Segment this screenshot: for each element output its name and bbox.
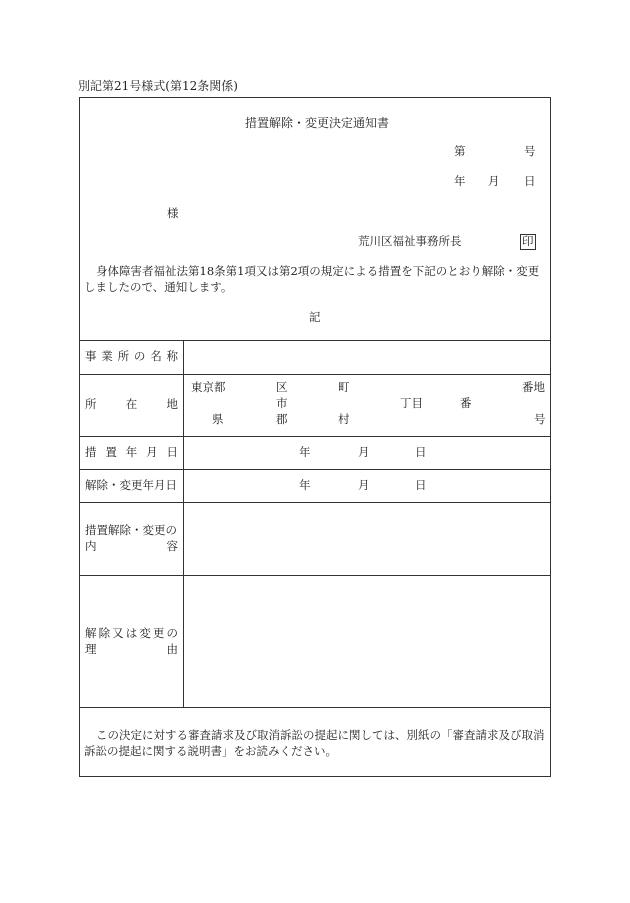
form-caption: 別記第21号様式(第12条関係) — [78, 79, 238, 93]
date-year: 年 — [454, 174, 466, 188]
date-month: 月 — [488, 174, 500, 188]
label-char: 由 — [166, 642, 178, 656]
measure-date-label — [85, 447, 178, 459]
label-char: 容 — [166, 539, 178, 553]
address-tokyo: 東京都 — [191, 380, 226, 394]
address-label — [85, 399, 178, 411]
content-label-line1: 措置解除・変更の — [85, 523, 177, 537]
address-shi: 市 — [276, 396, 288, 410]
column-divider — [183, 340, 184, 707]
cancel-date-day: 日 — [415, 478, 427, 492]
label-char: 年 — [125, 445, 138, 459]
row-divider — [79, 340, 551, 341]
label-char: 日 — [166, 445, 178, 459]
label-char: 内 — [85, 539, 97, 553]
label-char: の — [133, 349, 146, 363]
reason-label-line2 — [85, 644, 178, 656]
label-char: 理 — [85, 642, 97, 656]
form-title: 措置解除・変更決定通知書 — [245, 116, 390, 130]
label-char: 在 — [125, 397, 138, 411]
label-char: 事 — [85, 349, 97, 363]
label-char: 称 — [166, 349, 178, 363]
address-chome: 丁目 — [400, 396, 423, 410]
label-char: 業 — [101, 349, 113, 363]
address-ken: 県 — [212, 412, 224, 426]
appeal-notice: この決定に対する審査請求及び取消訴訟の提起に関しては、別紙の「審査請求及び取消訴訟の提起に関する説明書」をお読みください。 — [84, 728, 545, 758]
number-prefix: 第 — [454, 144, 466, 158]
content-label-line2 — [85, 541, 178, 553]
label-char: 変 — [139, 626, 151, 640]
measure-date-day: 日 — [415, 445, 427, 459]
label-char: 名 — [150, 349, 162, 363]
row-divider — [79, 502, 551, 503]
row-divider — [79, 469, 551, 470]
sender-name: 荒川区福祉事務所長 — [358, 234, 462, 248]
address-gun: 郡 — [276, 412, 288, 426]
label-char: 月 — [146, 445, 158, 459]
notification-body: 身体障害者福祉法第18条第1項又は第2項の規定による措置を下記のとおり解除・変更しましたので、通知します。 — [84, 264, 540, 294]
recipient-suffix: 様 — [167, 206, 179, 220]
cancel-date-month: 月 — [358, 478, 370, 492]
label-char: 所 — [117, 349, 130, 363]
label-char: 地 — [166, 397, 178, 411]
label-char: の — [166, 626, 178, 640]
label-char: 除 — [98, 626, 111, 640]
reason-label-line1 — [85, 628, 178, 640]
date-day: 日 — [524, 174, 536, 188]
address-mura: 村 — [338, 412, 350, 426]
form-frame — [79, 97, 551, 777]
label-char: は — [125, 626, 138, 640]
row-divider — [79, 374, 551, 375]
measure-date-year: 年 — [299, 445, 311, 459]
label-char: 更 — [152, 626, 165, 640]
measure-date-month: 月 — [358, 445, 370, 459]
cancel-date-label: 解除・変更年月日 — [85, 478, 177, 492]
label-char: 又 — [112, 626, 124, 640]
label-char: 解 — [85, 626, 97, 640]
label-char: 所 — [85, 397, 97, 411]
ki-label: 記 — [309, 310, 321, 324]
row-divider — [79, 707, 551, 708]
label-char: 措 — [85, 445, 97, 459]
address-ku: 区 — [276, 380, 288, 394]
row-divider — [79, 575, 551, 576]
cancel-date-year: 年 — [299, 478, 311, 492]
address-banchi: 番地 — [522, 380, 545, 394]
address-go: 号 — [534, 412, 546, 426]
seal-mark: 印 — [522, 234, 534, 248]
row-divider — [79, 436, 551, 437]
address-ban: 番 — [460, 396, 472, 410]
office-name-label — [85, 351, 178, 363]
label-char: 置 — [105, 445, 117, 459]
number-suffix: 号 — [524, 144, 536, 158]
address-machi: 町 — [338, 380, 350, 394]
